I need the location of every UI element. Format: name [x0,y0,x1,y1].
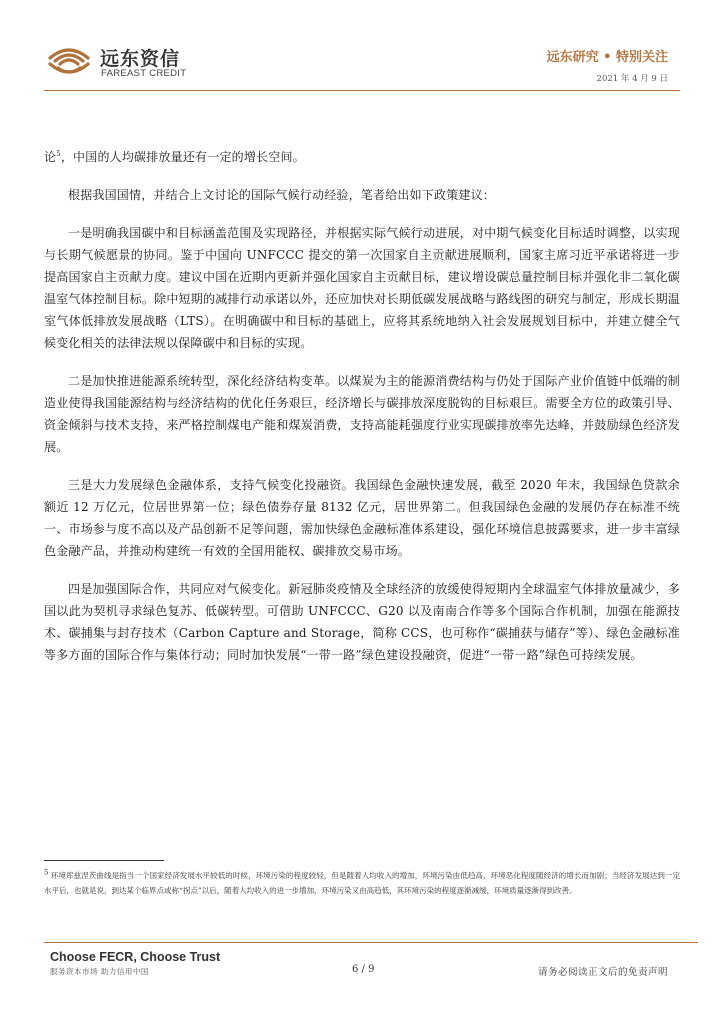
disclaimer-notice[interactable]: 请务必阅读正文后的免责声明 [537,967,668,978]
page-number: 6 / 9 [352,964,375,975]
policy-paragraph-1: 一是明确我国碳中和目标涵盖范围及实现路径，并根据实际气候行动进展，对中期气候变化目标适时调整，以实现与长期气候愿景的协同。鉴于中国向 UNFCCC 提交的第一次国家自主贡献进展顺利，国家主席习近平承诺将进一步提高国家自主贡献力度。建议中国在近期内更新并强化国家自主贡献目标，建议增设碳总量控制目标并强化非二氧化碳温室气体控制目标。除中短期的减排行动承诺以外，还应加快对长期低碳发展战略与路线图的研究与制定，形成长期温室气体低排放发展战略（LTS）。在明确碳中和目标的基础上，应将其系统地纳入社会发展规划目标中，并建立健全气候变化相关的法律法规以保障碳中和目标的实现。 [44,226,680,350]
main-body [44,146,680,682]
policy-paragraph-3: 三是大力发展绿色金融体系，支持气候变化投融资。我国绿色金融快速发展，截至 2020 年末，我国绿色贷款余额近 12 万亿元，位居世界第一位；绿色债券存量 8132 亿元，居世界第二。但我国绿色金融的发展仍存在标准不统一、市场参与度不高以及产品创新不足等问题，需加快绿色金融标准体系建设，强化环境信息披露要求，进一步丰富绿色金融产品，并推动构建统一有效的全国用能权、碳排放交易市场。 [44,478,680,558]
section-title: 远东研究 • 特别关注 [546,50,668,65]
brand-name-cn: 远东资信 [100,48,181,70]
footnote-number: 5 [44,868,49,877]
header-divider [44,90,680,91]
footnote-text: 环境库兹涅茨曲线是指当一个国家经济发展水平较低的时候，环境污染的程度较轻，但是随着人均收入的增加，环境污染由低趋高，环境恶化程度随经济的增长而加剧；当经济发展达到一定水平后，也就是说，到达某个临界点或称“拐点”以后，随着人均收入的进一步增加，环境污染又由高趋低，其环境污染的程度逐渐减缓，环境质量逐渐得到改善。 [44,871,680,895]
footer-slogan-en: Choose FECR, Choose Trust [50,950,221,964]
policy-paragraph-4: 四是加强国际合作，共同应对气候变化。新冠肺炎疫情及全球经济的放缓使得短期内全球温室气体排放量减少，多国以此为契机寻求绿色复苏、低碳转型。可借助 UNFCCC、G20 以及南南合作等多个国际合作机制，加强在能源技术、碳捕集与封存技术（Carbon Capture and Storage，简称 CCS，也可称作“碳捕获与储存”等）、绿色金融标准等多方面的国际合作与集体行动；同时加快发展“一带一路”绿色建设投融资，促进“一带一路”绿色可持续发展。 [44,582,680,662]
report-date: 2021 年 4 月 9 日 [596,74,668,84]
brand-name-en: FAREAST CREDIT [101,68,187,79]
footnote [44,868,680,898]
intro-paragraph: 根据我国国情，并结合上文讨论的国际气候行动经验，笔者给出如下政策建议： [68,188,496,202]
page-header [0,0,724,96]
continued-paragraph: 论$^5$，中国的人均碳排放量还有一定的增长空间。 [44,150,305,164]
footer-slogan-cn: 服务资本市场 助力信用中国 [50,967,149,976]
footnote-divider [44,860,164,861]
footnote-ref[interactable]: 5 [56,150,61,158]
fareast-logo-icon [44,40,94,82]
policy-paragraph-2: 二是加快推进能源系统转型，深化经济结构变革。以煤炭为主的能源消费结构与仍处于国际产业价值链中低端的制造业使得我国能源结构与经济结构的优化任务艰巨，经济增长与碳排放深度脱钩的目标艰巨。需要全方位的政策引导、资金倾斜与技术支持，来严格控制煤电产能和煤炭消费，支持高能耗强度行业实现碳排放率先达峰，并鼓励绿色经济发展。 [44,374,680,454]
footer-divider [44,942,698,943]
